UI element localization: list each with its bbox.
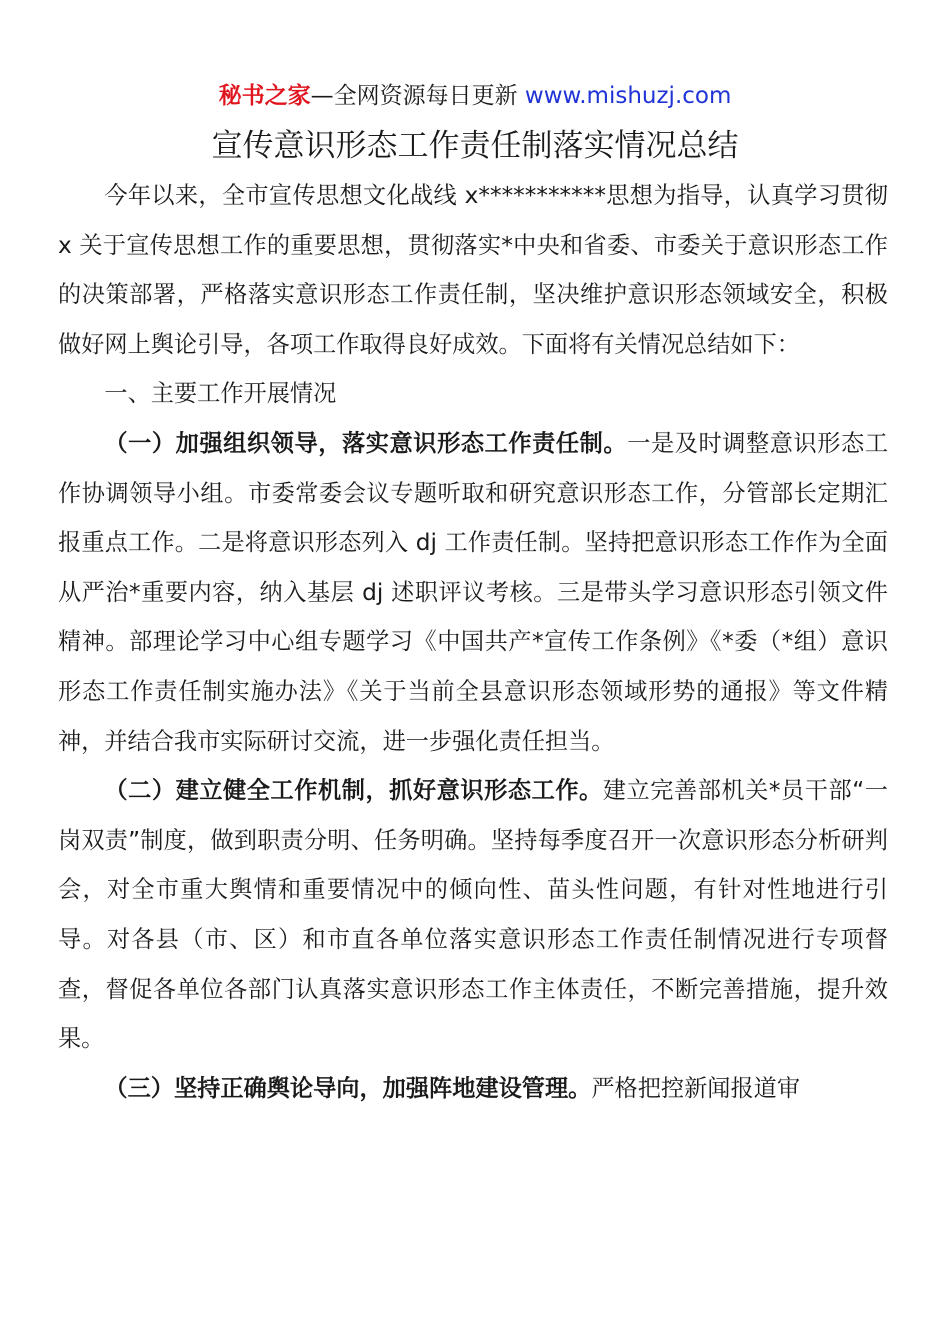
paragraph-text: 严格把控新闻报道审 [591, 1074, 801, 1102]
subsection-lead: （二）建立健全工作机制，抓好意识形态工作。 [104, 777, 603, 805]
paragraph-text: 一是及时调整意识形态工作协调领导小组。市委常委会议专题听取和研究意识形态工作，分管部长定期汇报重点工作。二是将意识形态列入 dj 工作责任制。坚持把意识形态工作作为全面从严治*重要内容，纳入基层 dj 述职评议考核。三是带头学习意识形态引领文件精神。部理论学习中心组专题学习《中国共产*宣传工作条例》《*委（*组）意识形态工作责任制实施办法》《关于当前全县意识形态领域形势的通报》等文件精神，并结合我市实际研讨交流，进一步强化责任担当。 [58, 429, 889, 755]
intro-paragraph [58, 171, 888, 369]
site-header [0, 80, 950, 112]
subsection-paragraph-3 [58, 1064, 888, 1114]
subsection-paragraph-2 [58, 766, 888, 1064]
site-tagline: —全网资源每日更新 [310, 83, 525, 109]
paragraph-text: 一、主要工作开展情况 [104, 380, 337, 408]
subsection-lead: （三）坚持正确舆论导向，加强阵地建设管理。 [104, 1074, 592, 1102]
paragraph-text: 今年以来，全市宣传思想文化战线 x***********思想为指导，认真学习贯彻 x 关于宣传思想工作的重要思想，贯彻落实*中央和省委、市委关于意识形态工作的决策部署，严格落实意识形态工作责任制，坚决维护意识形态领域安全，积极做好网上舆论引导，各项工作取得良好成效。下面将有关情况总结如下： [58, 182, 888, 358]
subsection-lead: （一）加强组织领导，落实意识形态工作责任制。 [104, 429, 628, 457]
section-heading [58, 369, 888, 419]
document-body [58, 171, 888, 1113]
site-url[interactable]: www.mishuzj.com [524, 83, 732, 109]
subsection-paragraph-1 [58, 419, 888, 766]
document-title: 宣传意识形态工作责任制落实情况总结 [211, 128, 739, 164]
paragraph-text: 建立完善部机关*员干部“一岗双责”制度，做到职责分明、任务明确。坚持每季度召开一次意识形态分析研判会，对全市重大舆情和重要情况中的倾向性、苗头性问题，有针对性地进行引导。对各县（市、区）和市直各单位落实意识形态工作责任制情况进行专项督查，督促各单位各部门认真落实意识形态工作主体责任，不断完善措施，提升效果。 [58, 777, 888, 1053]
site-brand: 秘书之家 [218, 83, 311, 109]
